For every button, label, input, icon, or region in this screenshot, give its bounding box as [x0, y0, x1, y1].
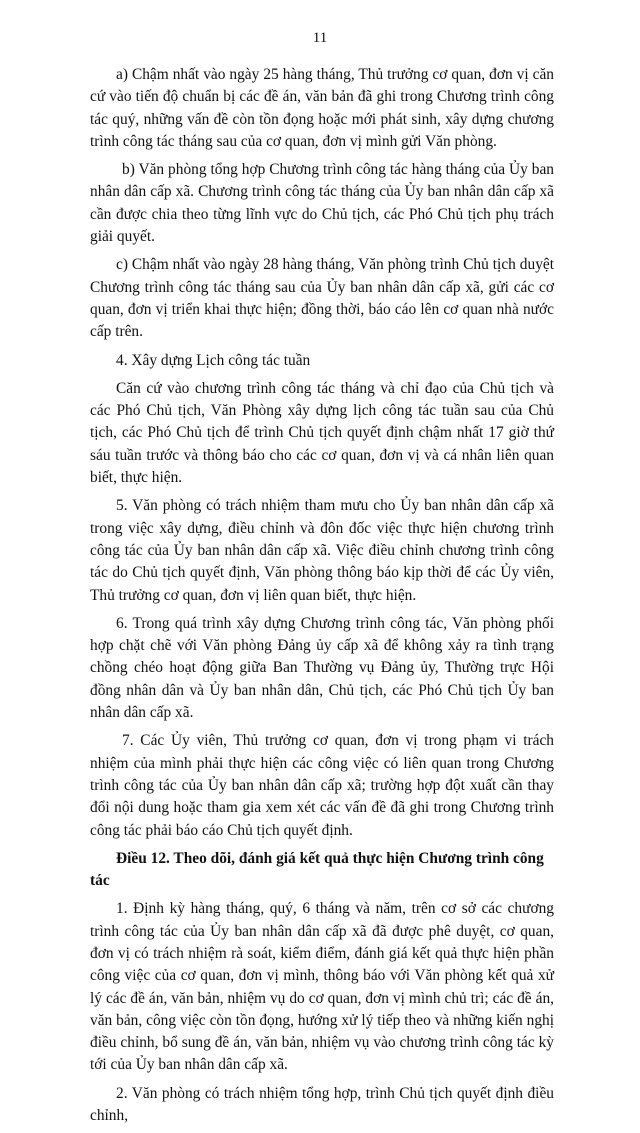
section-4-heading: 4. Xây dựng Lịch công tác tuần: [116, 351, 311, 369]
paragraph-3c: c) Chậm nhất vào ngày 28 hàng tháng, Văn phòng trình Chủ tịch duyệt Chương trình công tác tháng sau của Ủy ban nhân dân cấp xã, gửi các cơ quan, đơn vị triển khai thực hiện; đồng thời, báo cáo lên cơ quan nhà nước cấp trên.: [90, 256, 554, 341]
paragraph-6: 6. Trong quá trình xây dựng Chương trình công tác, Văn phòng phối hợp chặt chẽ với Văn phòng Đảng ủy cấp xã để không xảy ra tình trạng chồng chéo hoạt động giữa Ban Thường vụ Đảng ủy, Thường trực Hội đồng nhân dân và Ủy ban nhân dân, Chủ tịch, các Phó Chủ tịch Ủy ban nhân dân cấp xã.: [90, 614, 554, 722]
paragraph-5: 5. Văn phòng có trách nhiệm tham mưu cho Ủy ban nhân dân cấp xã trong việc xây dựng, điều chỉnh và đôn đốc việc thực hiện chương trình công tác của Ủy ban nhân dân cấp xã. Việc điều chỉnh chương trình công tác do Chủ tịch quyết định, Văn phòng thông báo kịp thời để các Ủy viên, Thủ trưởng cơ quan, đơn vị liên quan biết, thực hiện.: [90, 497, 554, 604]
article-12-paragraph-2: 2. Văn phòng có trách nhiệm tổng hợp, trình Chủ tịch quyết định điều chỉnh,: [90, 1084, 554, 1125]
paragraph-7: 7. Các Ủy viên, Thủ trưởng cơ quan, đơn vị trong phạm vi trách nhiệm của mình phải thực hiện các công việc có liên quan trong Chương trình công tác của Ủy ban nhân dân cấp xã; trường hợp đột xuất cần thay đổi nội dung hoặc tham gia xem xét các vấn đề đã ghi trong Chương trình công tác phải báo cáo Chủ tịch quyết định.: [90, 732, 554, 839]
article-12-paragraph-1: 1. Định kỳ hàng tháng, quý, 6 tháng và năm, trên cơ sở các chương trình công tác của Ủy ban nhân dân cấp xã đã được phê duyệt, cơ quan, đơn vị có trách nhiệm rà soát, kiểm điểm, đánh giá kết quả thực hiện phần công việc của cơ quan, đơn vị mình, thông báo với Văn phòng kết quả xử lý các đề án, văn bản, nhiệm vụ do cơ quan, đơn vị mình chủ trì; các đề án, văn bản, công việc còn tồn đọng, hướng xử lý tiếp theo và những kiến nghị điều chỉnh, bổ sung đề án, văn bản, nhiệm vụ vào chương trình công tác kỳ tới của Ủy ban nhân dân cấp xã.: [90, 900, 554, 1074]
paragraph-3a: a) Chậm nhất vào ngày 25 hàng tháng, Thủ trưởng cơ quan, đơn vị căn cứ vào tiến độ chuẩn bị các đề án, văn bản đã ghi trong Chương trình công tác quý, những vấn đề còn tồn đọng hoặc mới phát sinh, xây dựng chương trình công tác tháng sau của cơ quan, đơn vị mình gửi Văn phòng.: [90, 66, 554, 150]
article-12-heading: Điều 12. Theo dõi, đánh giá kết quả thực hiện Chương trình công tác: [90, 849, 544, 890]
page-number: 11: [312, 30, 328, 46]
paragraph-3b: b) Văn phòng tổng hợp Chương trình công tác hàng tháng của Ủy ban nhân dân cấp xã. Chương trình công tác tháng của Ủy ban nhân dân cấp xã cần được chia theo từng lĩnh vực do Chủ tịch, các Phó Chủ tịch phụ trách giải quyết.: [90, 161, 554, 246]
document-body: [90, 64, 554, 1133]
paragraph-4-body: Căn cứ vào chương trình công tác tháng và chỉ đạo của Chủ tịch và các Phó Chủ tịch, Văn Phòng xây dựng lịch công tác tuần sau của Chủ tịch, các Phó Chủ tịch để trình Chủ tịch quyết định chậm nhất 17 giờ thứ sáu tuần trước và thông báo cho các cơ quan, đơn vị và cá nhân liên quan biết, thực hiện.: [90, 379, 554, 487]
